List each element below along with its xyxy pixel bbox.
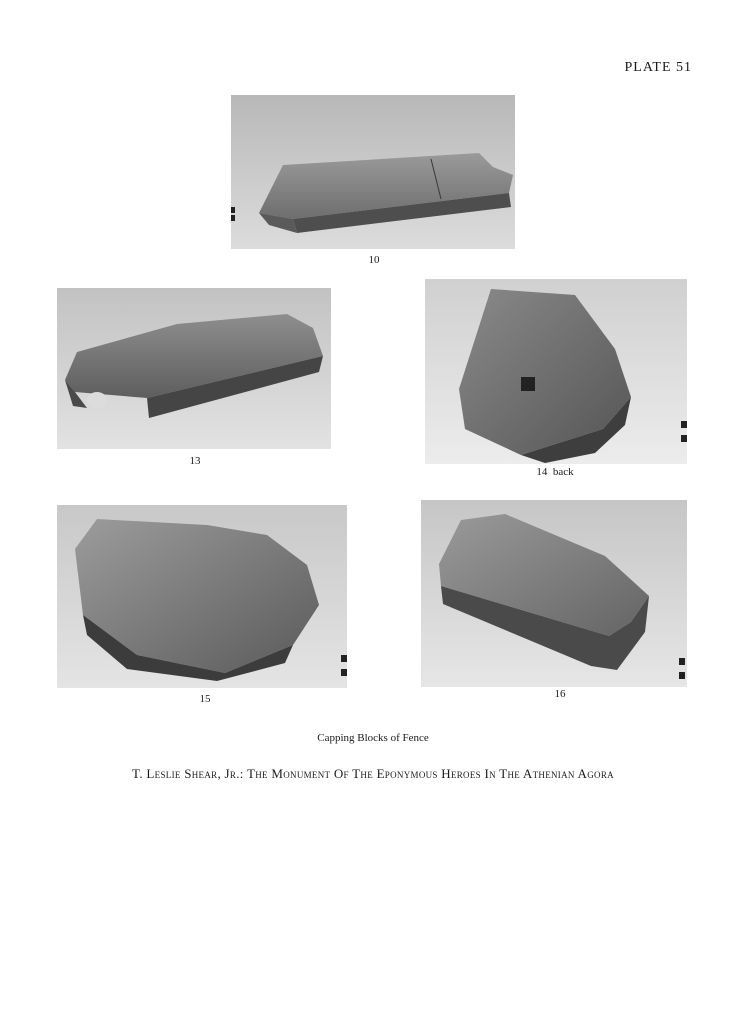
plate-caption: Capping Blocks of Fence <box>317 732 429 744</box>
figure-caption-13: 13 <box>189 455 201 467</box>
photo-14 <box>425 279 687 464</box>
figure-caption-15: 15 <box>199 693 211 705</box>
photo-16 <box>421 500 687 687</box>
photo-10 <box>231 95 515 249</box>
capping-block-photo-icon <box>57 288 331 449</box>
figure-caption-14: 14 back <box>536 466 574 478</box>
running-title: T. Leslie Shear, Jr.: The Monument Of The Eponymous Heroes In The Athenian Agora <box>132 766 614 781</box>
figure-caption-16: 16 <box>554 688 566 700</box>
photo-15 <box>57 505 347 688</box>
photo-13 <box>57 288 331 449</box>
capping-block-photo-icon <box>421 500 687 687</box>
capping-block-photo-icon <box>231 95 515 249</box>
plate-number: PLATE 51 <box>624 60 692 75</box>
figure-caption-10: 10 <box>368 254 380 266</box>
capping-block-photo-icon <box>57 505 347 688</box>
capping-block-photo-icon <box>425 279 687 464</box>
